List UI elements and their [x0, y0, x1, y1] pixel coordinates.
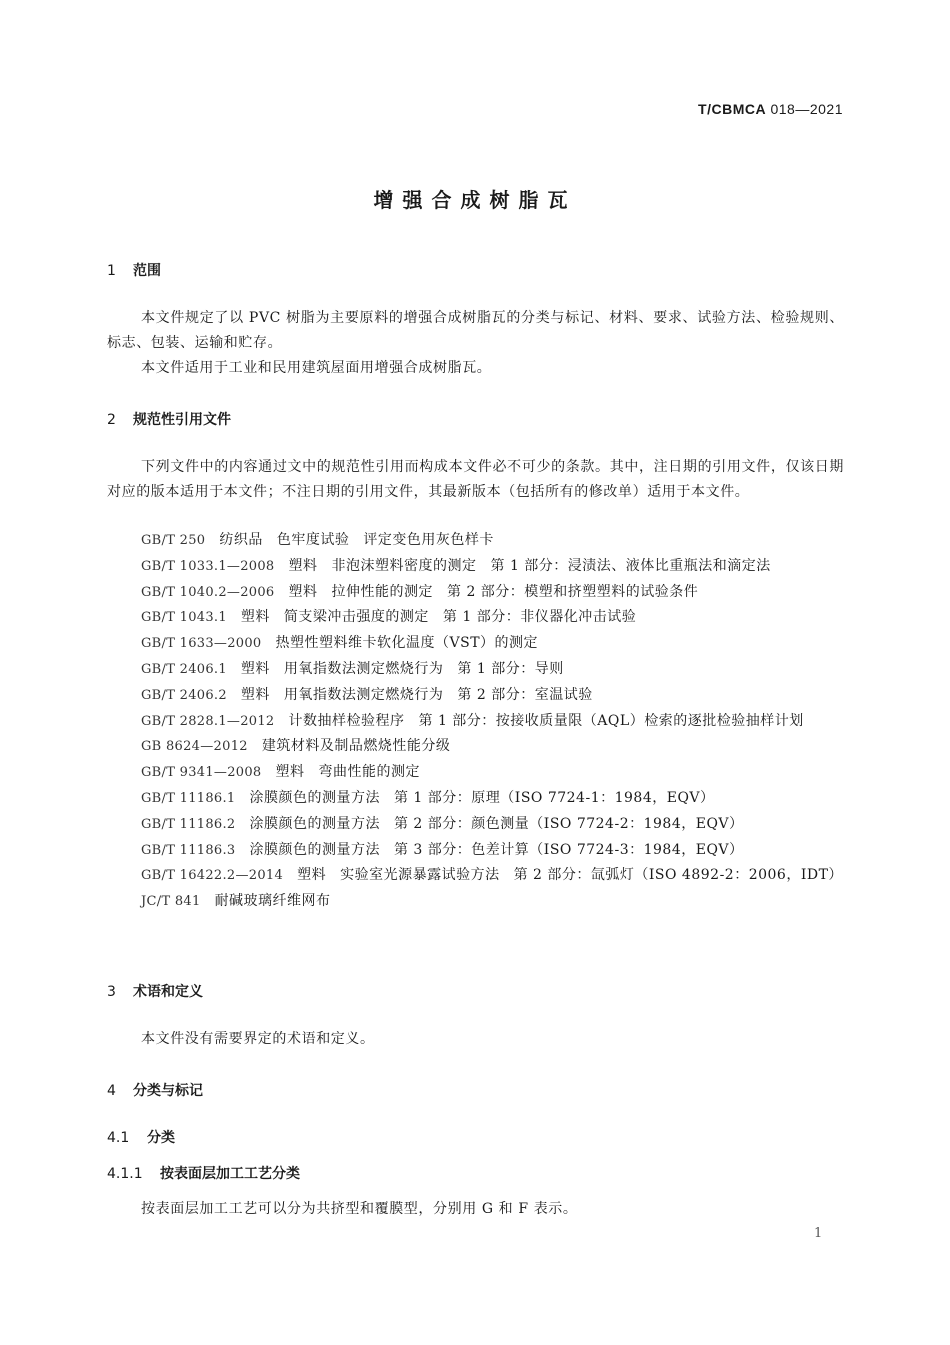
reference-item: GB/T 1033.1—2008 塑料 非泡沫塑料密度的测定 第 1 部分：浸渍法、液体比重瓶法和滴定法 [141, 557, 771, 574]
references-intro: 下列文件中的内容通过文中的规范性引用而构成本文件必不可少的条款。其中，注日期的引用文件，仅该日期对应的版本适用于本文件；不注日期的引用文件，其最新版本（包括所有的修改单）适用于本文件。 [107, 459, 844, 500]
standard-prefix: T/CBMCA [698, 101, 767, 117]
scope-paragraph-1: 本文件规定了以 PVC 树脂为主要原料的增强合成树脂瓦的分类与标记、材料、要求、试验方法、检验规则、标志、包装、运输和贮存。 [107, 310, 844, 351]
section-title: 按表面层加工工艺分类 [160, 1166, 300, 1182]
section-2-heading [107, 409, 231, 429]
reference-item: GB/T 2406.1 塑料 用氧指数法测定燃烧行为 第 1 部分：导则 [141, 660, 564, 677]
reference-item: JC/T 841 耐碱玻璃纤维网布 [141, 893, 331, 910]
section-1-heading [107, 260, 161, 280]
standard-number [698, 101, 843, 117]
section-number: 1 [107, 263, 116, 279]
page-number: 1 [814, 1226, 823, 1241]
subsection-4-1-heading [107, 1127, 175, 1147]
reference-item: GB/T 11186.1 涂膜颜色的测量方法 第 1 部分：原理（ISO 7724-1：1984，EQV） [141, 789, 715, 806]
section-title: 规范性引用文件 [133, 412, 231, 428]
standard-code: 018—2021 [770, 101, 843, 117]
document-title: 增强合成树脂瓦 [373, 188, 577, 212]
section-number: 2 [107, 412, 116, 428]
section-number: 3 [107, 984, 116, 1000]
reference-item: GB/T 1043.1 塑料 简支梁冲击强度的测定 第 1 部分：非仪器化冲击试验 [141, 609, 637, 626]
section-title: 范围 [133, 263, 161, 279]
reference-item: GB/T 1040.2—2006 塑料 拉伸性能的测定 第 2 部分：模塑和挤塑塑料的试验条件 [141, 583, 699, 600]
reference-item: GB/T 1633—2000 热塑性塑料维卡软化温度（VST）的测定 [141, 635, 539, 652]
section-number: 4 [107, 1083, 116, 1099]
section-number: 4.1.1 [107, 1166, 143, 1182]
section-title: 术语和定义 [133, 984, 203, 1000]
reference-item: GB/T 11186.2 涂膜颜色的测量方法 第 2 部分：颜色测量（ISO 7724-2：1984，EQV） [141, 815, 744, 832]
section-number: 4.1 [107, 1130, 130, 1146]
reference-item: GB/T 11186.3 涂膜颜色的测量方法 第 3 部分：色差计算（ISO 7724-3：1984，EQV） [141, 841, 744, 858]
reference-item: GB/T 2828.1—2012 计数抽样检验程序 第 1 部分：按接收质量限（AQL）检索的逐批检验抽样计划 [141, 712, 804, 729]
reference-item: GB/T 16422.2—2014 塑料 实验室光源暴露试验方法 第 2 部分：氙弧灯（ISO 4892-2：2006，IDT） [141, 867, 843, 884]
reference-item: GB/T 2406.2 塑料 用氧指数法测定燃烧行为 第 2 部分：室温试验 [141, 686, 593, 703]
section-title: 分类与标记 [133, 1083, 203, 1099]
reference-item: GB/T 250 纺织品 色牢度试验 评定变色用灰色样卡 [141, 532, 494, 548]
section-3-heading [107, 981, 203, 1001]
classification-paragraph: 按表面层加工工艺可以分为共挤型和覆膜型，分别用 G 和 F 表示。 [141, 1201, 578, 1217]
reference-list [107, 528, 844, 915]
terms-paragraph: 本文件没有需要界定的术语和定义。 [141, 1031, 375, 1047]
reference-item: GB 8624—2012 建筑材料及制品燃烧性能分级 [141, 738, 451, 755]
section-4-heading [107, 1080, 203, 1100]
reference-item: GB/T 9341—2008 塑料 弯曲性能的测定 [141, 764, 420, 781]
section-title: 分类 [147, 1130, 175, 1146]
scope-paragraph-2: 本文件适用于工业和民用建筑屋面用增强合成树脂瓦。 [141, 360, 492, 376]
subsection-4-1-1-heading [107, 1163, 300, 1183]
